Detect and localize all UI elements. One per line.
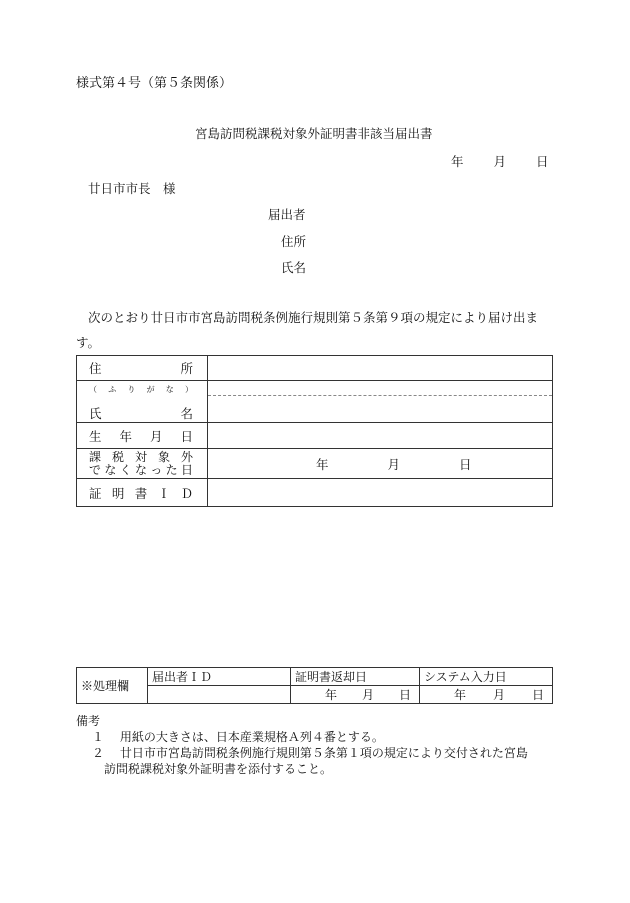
row-name — [77, 381, 553, 423]
birthdate-field[interactable] — [208, 423, 553, 449]
notes-heading: 備考 — [76, 714, 101, 728]
exempt-date-label: 課 税 対 象 外 で な く な っ た 日 — [77, 449, 208, 479]
application-table — [76, 355, 553, 507]
address-label: 住 所 — [77, 356, 208, 381]
row-address — [77, 356, 553, 381]
notes-section — [76, 713, 556, 777]
date-year: 年 — [451, 154, 464, 169]
name-input-area[interactable] — [208, 396, 552, 422]
processing-header-row — [77, 668, 553, 686]
cert-id-field[interactable] — [208, 479, 553, 507]
body-text-line2: す。 — [76, 335, 101, 350]
form-number: 様式第４号（第５条関係） — [76, 76, 233, 91]
document-title: 宮島訪問税課税対象外証明書非該当届出書 — [195, 126, 433, 141]
note-item-1: １ 用紙の大きさは、日本産業規格Ａ列４番とする。 — [92, 730, 384, 744]
processing-table — [76, 667, 553, 704]
date-month: 月 — [493, 154, 507, 169]
processing-label: ※処理欄 — [77, 668, 148, 704]
exempt-date-field[interactable]: 年 月 日 — [208, 449, 553, 479]
date-day: 日 — [536, 154, 549, 169]
furigana-input-area[interactable] — [208, 381, 552, 396]
applicant-label: 届出者 — [268, 207, 306, 222]
name-field[interactable] — [208, 381, 553, 423]
cert-id-label: 証 明 書 Ｉ Ｄ — [77, 479, 208, 507]
return-date-field[interactable]: 年 月 日 — [291, 686, 420, 704]
body-text-line1: 次のとおり廿日市市宮島訪問税条例施行規則第５条第９項の規定により届け出ま — [88, 310, 539, 325]
processing-value-row — [77, 686, 553, 704]
row-birthdate — [77, 423, 553, 449]
applicant-address-label: 住所 — [281, 234, 307, 249]
applicant-id-field[interactable] — [148, 686, 291, 704]
applicant-id-label: 届出者ＩＤ — [148, 668, 291, 686]
return-date-label: 証明書返却日 — [291, 668, 420, 686]
address-field[interactable] — [208, 356, 553, 381]
system-date-field[interactable]: 年 月 日 — [420, 686, 553, 704]
note-item-2: ２ 廿日市市宮島訪問税条例施行規則第５条第１項の規定により交付された宮島 — [92, 746, 528, 760]
birthdate-label: 生 年 月 日 — [77, 423, 208, 449]
furigana-label: （ ふ り が な ） — [89, 384, 193, 394]
row-cert-id — [77, 479, 553, 507]
system-date-label: システム入力日 — [420, 668, 553, 686]
name-label — [77, 381, 208, 423]
submission-date — [451, 152, 549, 170]
applicant-name-label: 氏名 — [281, 260, 307, 275]
row-exempt-date — [77, 449, 553, 479]
addressee: 廿日市市長 様 — [88, 181, 176, 196]
name-text: 氏 名 — [89, 405, 193, 421]
note-item-2-continuation: 訪問税課税対象外証明書を添付すること。 — [104, 762, 333, 776]
